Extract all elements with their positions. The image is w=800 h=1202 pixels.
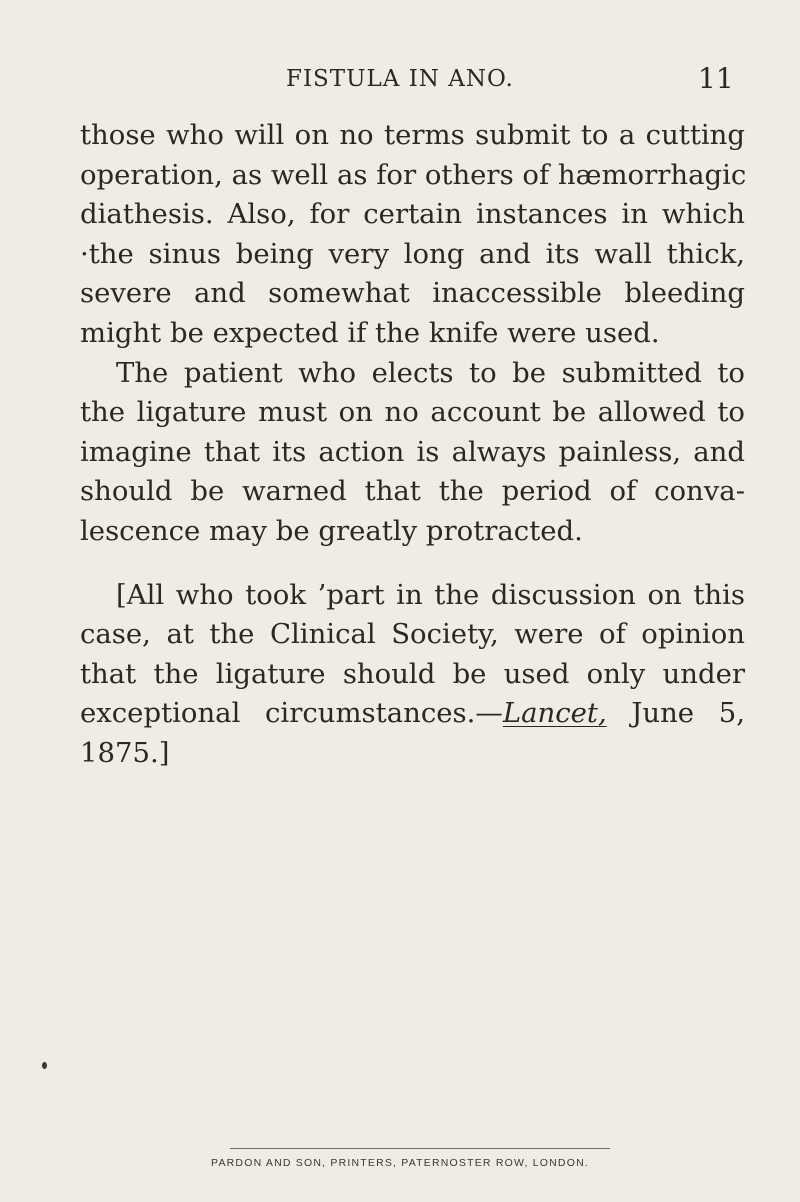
text-line: case, at the Clinical Society, were of opinion (80, 618, 745, 651)
text-line: should be warned that the period of conva- (80, 475, 745, 508)
page-number: 11 (698, 62, 734, 95)
ink-speck (42, 1062, 47, 1069)
text-line: those who will on no terms submit to a cutting (80, 119, 745, 151)
paragraph-2 (80, 354, 745, 552)
paragraph-1 (80, 116, 745, 354)
page-header (0, 62, 800, 102)
text-line: imagine that its action is always painless, and (80, 435, 745, 468)
text-line: the ligature must on no account be allowed to (80, 396, 745, 429)
text-line: diathesis. Also, for certain instances in which (80, 198, 745, 231)
footer-rule (230, 1148, 610, 1149)
text-line (80, 694, 745, 734)
text-line: might be expected if the knife were used. (80, 316, 660, 349)
text-line: The patient who elects to be submitted to (116, 356, 745, 389)
citation-journal: Lancet, (502, 697, 607, 730)
running-title: FISTULA IN ANO. (286, 66, 514, 92)
body-text (80, 116, 745, 774)
text-line: lescence may be greatly protracted. (80, 514, 583, 547)
text-line: operation, as well as for others of hæmorrhagic (80, 158, 747, 191)
text-line: ·the sinus being very long and its wall thick, (80, 237, 745, 270)
paragraph-3 (80, 576, 745, 774)
citation-prefix: exceptional circumstances.— (80, 697, 503, 730)
text-line: severe and somewhat inaccessible bleeding (80, 277, 745, 310)
text-line: that the ligature should be used only under (80, 657, 745, 690)
citation-date: June 5, (606, 697, 745, 730)
text-line: [All who took ’part in the discussion on this (116, 578, 745, 611)
text-line: 1875.] (80, 736, 170, 769)
printer-imprint: PARDON AND SON, PRINTERS, PATERNOSTER ROW, LONDON. (211, 1157, 589, 1169)
